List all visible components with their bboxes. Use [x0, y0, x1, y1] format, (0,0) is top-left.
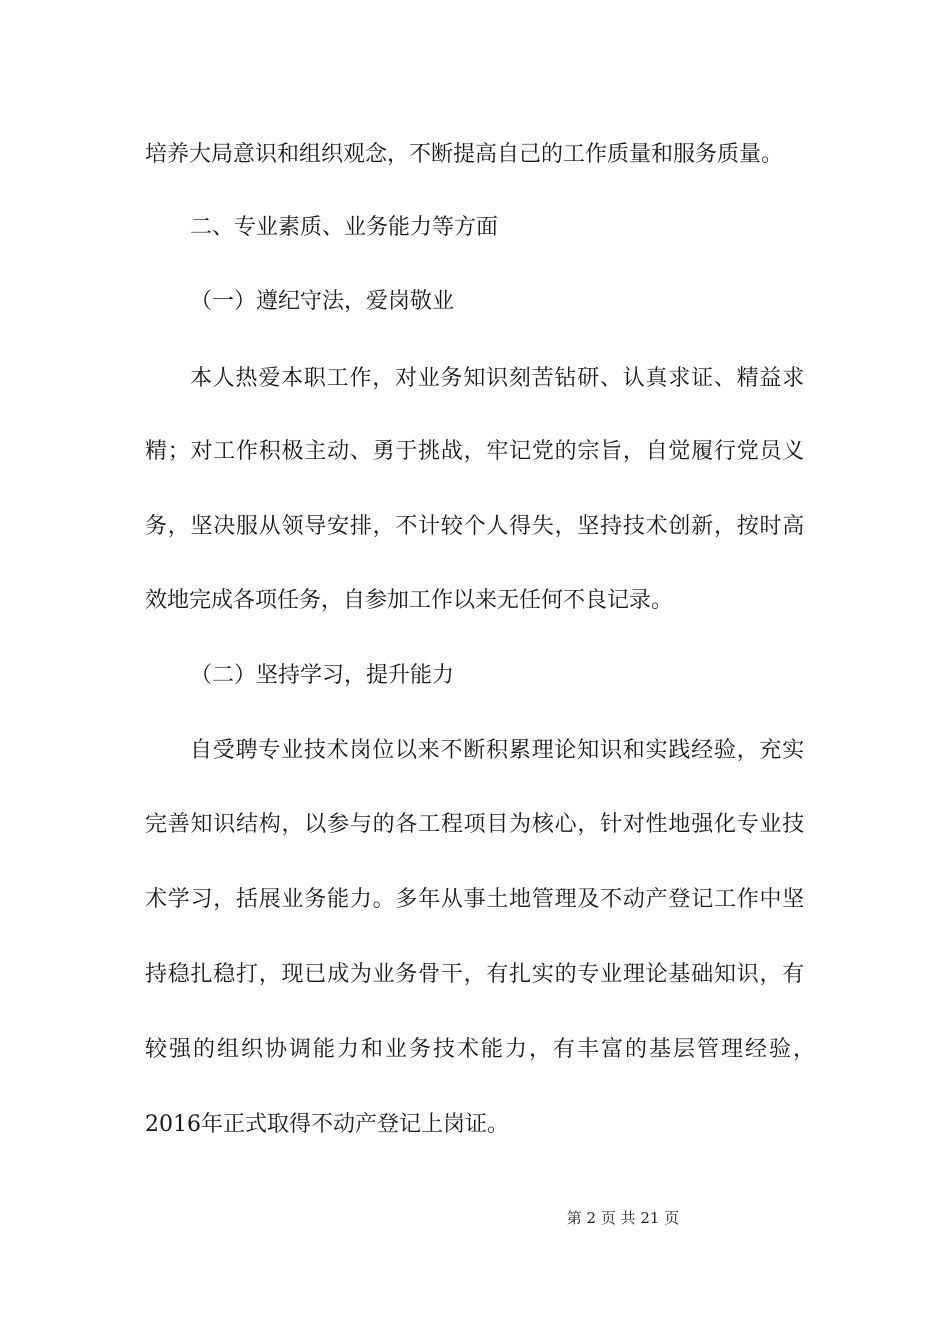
paragraph-1-line-1: 本人热爱本职工作，对业务知识刻苦钻研、认真求证、精益求 [190, 366, 805, 391]
paragraph-1-line-3: 务，坚决服从领导安排，不计较个人得失，坚持技术创新，按时高 [145, 514, 805, 539]
paragraph-2-line-1: 自受聘专业技术岗位以来不断积累理论知识和实践经验，充实 [190, 738, 805, 763]
paragraph-2-line-2: 完善知识结构，以参与的各工程项目为核心，针对性地强化专业技 [145, 812, 805, 837]
section-heading: 二、专业素质、业务能力等方面 [190, 215, 499, 240]
subsection-heading-1: （一）遵纪守法，爱岗敬业 [190, 289, 455, 314]
paragraph-continuation-line: 培养大局意识和组织观念，不断提高自己的工作质量和服务质量。 [145, 142, 784, 167]
paragraph-2-line-5: 较强的组织协调能力和业务技术能力，有丰富的基层管理经验， [145, 1037, 817, 1062]
paragraph-1-line-4: 效地完成各项任务，自参加工作以来无任何不良记录。 [145, 588, 674, 613]
page-number-footer: 第 2 页 共 21 页 [566, 1209, 680, 1227]
paragraph-2-line-6: 2016年正式取得不动产登记上岗证。 [145, 1112, 509, 1137]
paragraph-2-line-4: 持稳扎稳打，现已成为业务骨干，有扎实的专业理论基础知识，有 [145, 962, 805, 987]
paragraph-1-line-2: 精；对工作积极主动、勇于挑战，牢记党的宗旨，自觉履行党员义 [145, 439, 805, 464]
subsection-heading-2: （二）坚持学习，提升能力 [190, 663, 455, 688]
paragraph-2-line-3: 术学习，括展业务能力。多年从事土地管理及不动产登记工作中坚 [145, 887, 805, 912]
